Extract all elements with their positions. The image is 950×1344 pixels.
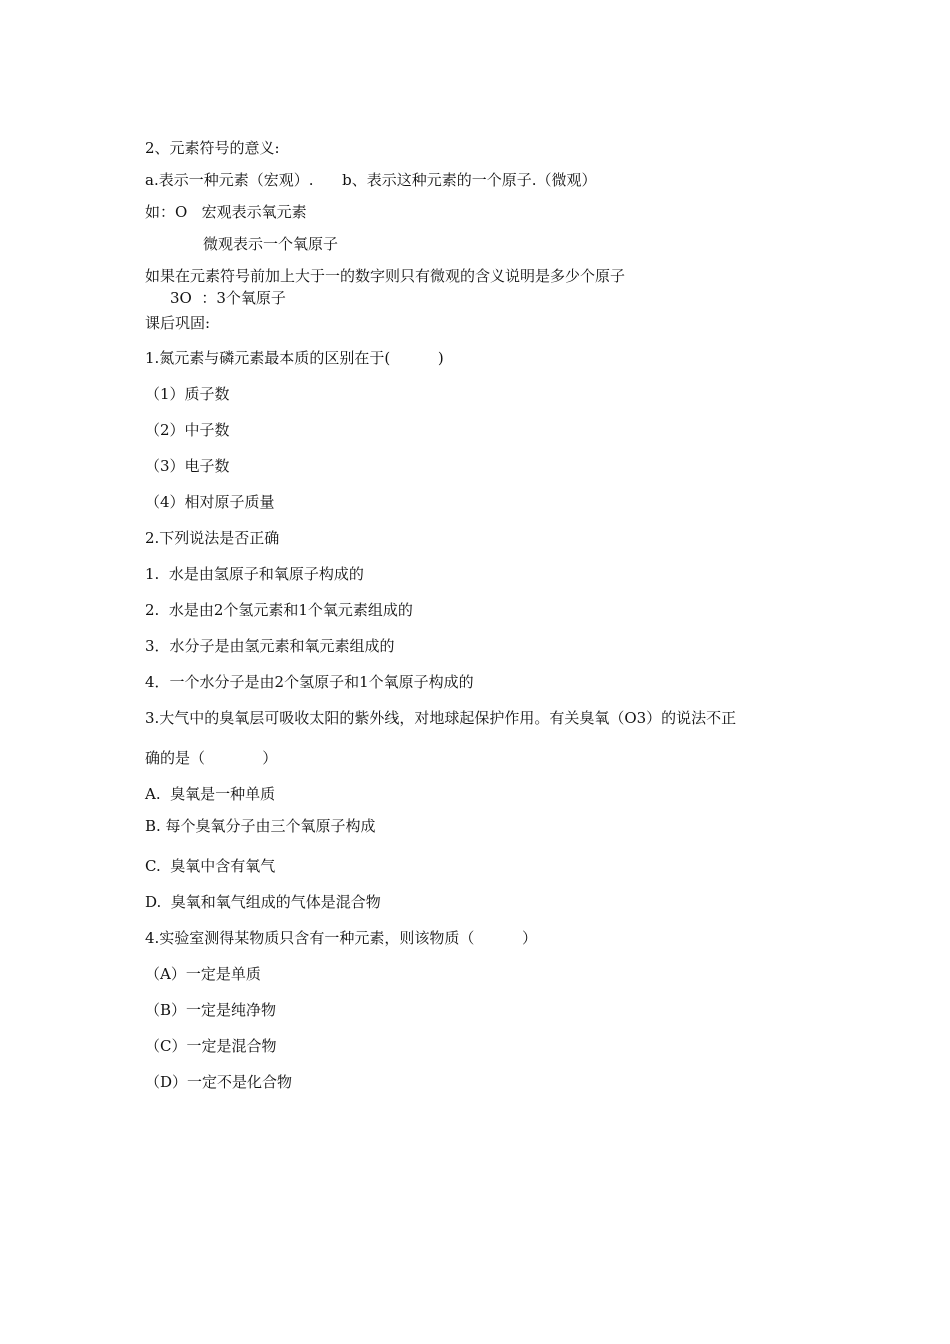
number-prefix-note: 如果在元素符号前加上大于一的数字则只有微观的含义说明是多少个原子 bbox=[145, 267, 626, 285]
q4-option-a: （A）一定是单质 bbox=[145, 965, 261, 983]
q2-statement-2: 2. 水是由2个氢元素和1个氧元素组成的 bbox=[145, 601, 413, 619]
q4-option-c: （C）一定是混合物 bbox=[145, 1037, 277, 1055]
example-micro-line: 微观表示一个氧原子 bbox=[203, 235, 339, 253]
question-3-continued: 确的是（ ） bbox=[145, 749, 278, 767]
q1-option-4: （4）相对原子质量 bbox=[145, 493, 275, 511]
question-2: 2.下列说法是否正确 bbox=[145, 529, 280, 547]
q1-option-1: （1）质子数 bbox=[145, 385, 230, 403]
question-4: 4.实验室测得某物质只含有一种元素，则该物质（ ） bbox=[145, 929, 537, 947]
q3-option-a: A. 臭氧是一种单质 bbox=[145, 785, 276, 803]
q3-option-d: D. 臭氧和氧气组成的气体是混合物 bbox=[145, 893, 381, 911]
q4-option-d: （D）一定不是化合物 bbox=[145, 1073, 293, 1091]
q2-statement-4: 4．一个水分子是由2个氢原子和1个氧原子构成的 bbox=[145, 673, 474, 691]
question-1: 1.氮元素与磷元素最本质的区别在于( ) bbox=[145, 349, 444, 367]
example-macro-line: 如：O 宏观表示氧元素 bbox=[145, 203, 307, 221]
q3-option-b: B. 每个臭氧分子由三个氧原子构成 bbox=[145, 817, 376, 835]
q2-statement-1: 1. 水是由氢原子和氧原子构成的 bbox=[145, 565, 364, 583]
review-heading: 课后巩固: bbox=[145, 314, 211, 332]
question-3: 3.大气中的臭氧层可吸收太阳的紫外线，对地球起保护作用。有关臭氧（O3）的说法不正 bbox=[145, 709, 737, 727]
example-3o-line: 3O ：3个氧原子 bbox=[170, 289, 286, 307]
meaning-macro-micro-line: a.表示一种元素（宏观）. b、表示这种元素的一个原子.（微观） bbox=[145, 171, 597, 189]
q2-statement-3: 3．水分子是由氢元素和氧元素组成的 bbox=[145, 637, 395, 655]
section-title-element-symbol-meaning: 2、元素符号的意义: bbox=[145, 139, 280, 157]
q1-option-2: （2）中子数 bbox=[145, 421, 230, 439]
q3-option-c: C. 臭氧中含有氧气 bbox=[145, 857, 276, 875]
q4-option-b: （B）一定是纯净物 bbox=[145, 1001, 277, 1019]
q1-option-3: （3）电子数 bbox=[145, 457, 230, 475]
